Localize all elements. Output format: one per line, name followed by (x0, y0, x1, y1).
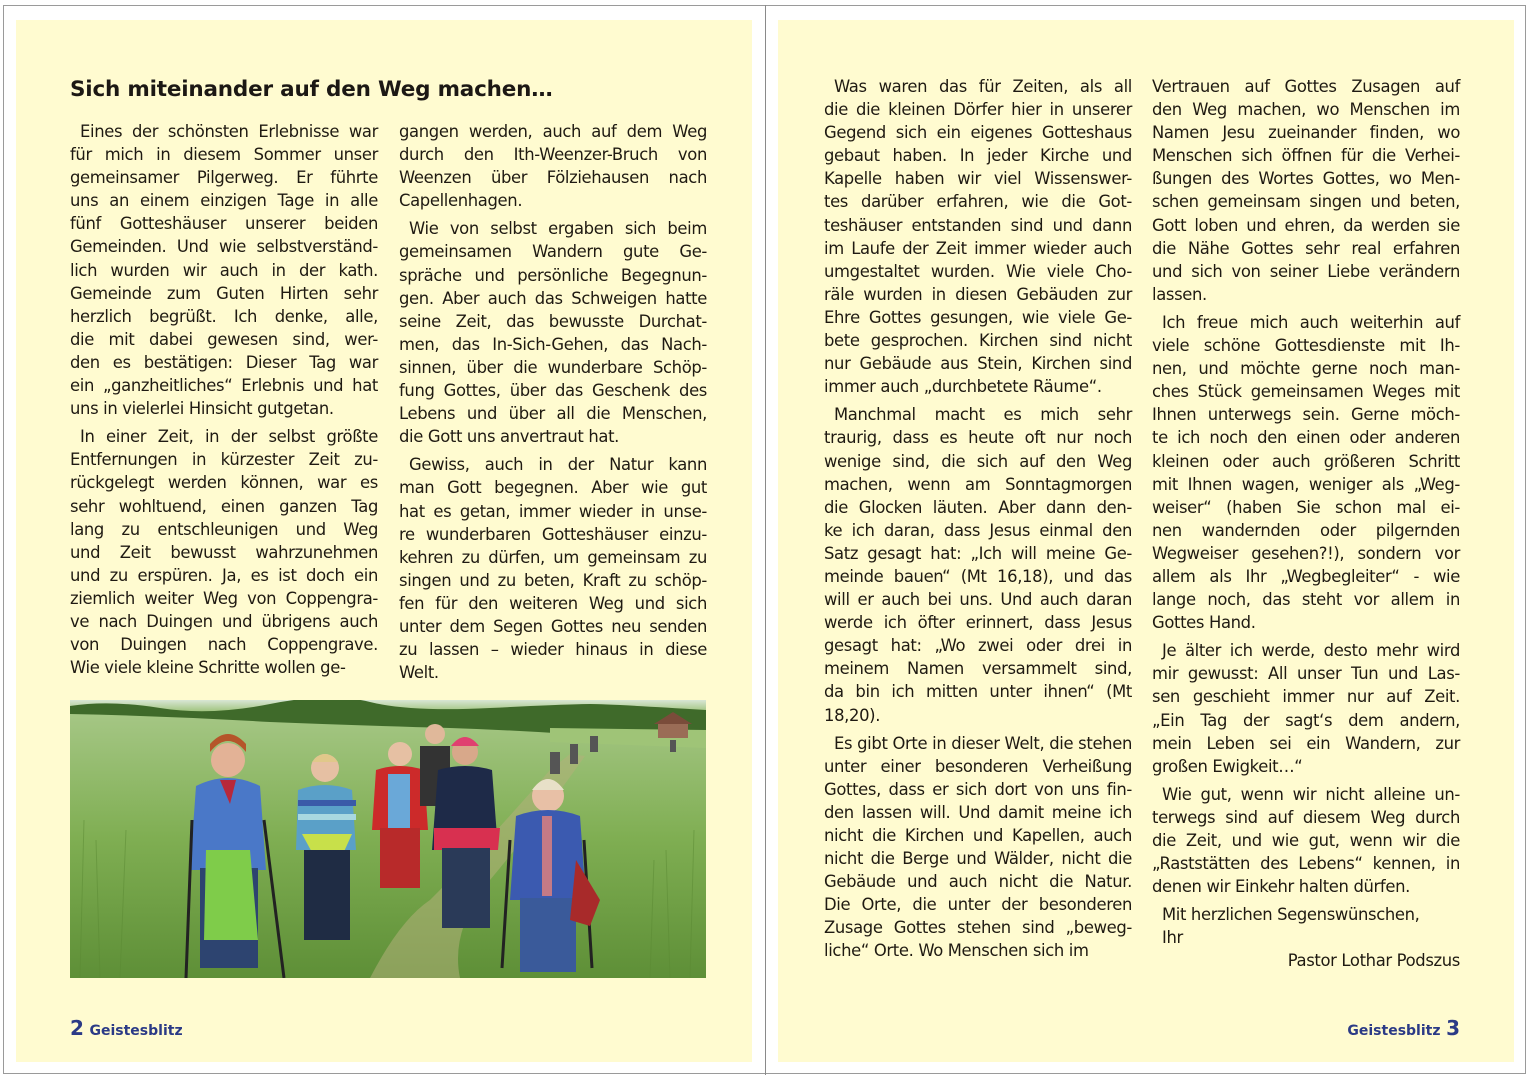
text-line: die Zeit, und wie gut, wenn wir die (1152, 831, 1460, 850)
text-line: meinem Namen versammelt sind, (824, 659, 1132, 679)
text-line: die die kleinen Dörfer hier in unserer (824, 100, 1132, 120)
text-line: gebaut haben. In jeder Kirche und (824, 146, 1132, 166)
text-line: gesagt hat: „Wo zwei oder drei in (824, 636, 1132, 656)
text-line: Gottes Hand. (1152, 613, 1256, 633)
text-line: fung Gottes, über das Geschenk des (399, 381, 707, 401)
text-line: großen Ewigkeit…“ (1152, 756, 1303, 776)
text-line: zu lassen – wieder hinaus in diese (399, 640, 707, 660)
text-column-1 (70, 120, 378, 679)
text-line: ke ich daran, dass Jesus einmal den (824, 520, 1132, 540)
text-line: im Laufe der Zeit immer wieder auch (824, 238, 1132, 258)
text-line: 18,20). (824, 705, 881, 725)
text-line: Wie von selbst ergaben sich beim (409, 219, 707, 239)
text-line: terwegs sind auf diesem Weg durch (1152, 807, 1460, 827)
text-line: re wunderbaren Gotteshäuser einzu- (399, 524, 707, 544)
author-signature: Pastor Lothar Podszus (1287, 951, 1460, 971)
text-line: machen, wenn am Sonntagmorgen (824, 474, 1132, 494)
text-line: uns an einem einzigen Tage in alle (70, 191, 378, 211)
text-line: nen, und möchte gerne noch man- (1152, 359, 1460, 379)
closing-salutation: Ihr (1162, 928, 1183, 948)
text-line: hat es getan, immer wieder in unse- (399, 501, 707, 521)
text-line: lich wurden wir auch in der kath. (70, 260, 378, 280)
text-line: gen. Aber auch das Schweigen hatte (399, 288, 707, 308)
text-column-2 (399, 120, 707, 684)
paragraph (399, 217, 707, 448)
text-line: nur Gebäude aus Stein, Kirchen sind (824, 354, 1132, 374)
text-line: herzlich begrüßt. Ich denke, alle, (70, 306, 378, 326)
page-footer-right (1347, 1016, 1460, 1040)
text-line: Wegweiser gesehen?!), sondern vor (1152, 543, 1460, 563)
text-line: die Nähe Gottes sehr real erfahren (1152, 238, 1460, 258)
article-title: Sich miteinander auf den Weg machen… (70, 77, 553, 102)
publication-name: Geistesblitz (1347, 1023, 1441, 1039)
text-line: tes darüber erfahren, wie die Got- (824, 192, 1132, 212)
paragraph (824, 403, 1132, 726)
text-line: „Raststätten des Lebens“ kennen, in (1152, 854, 1460, 874)
text-line: Wie gut, wenn wir nicht alleine un- (1162, 784, 1460, 804)
text-line: unter dem Segen Gottes neu senden (399, 616, 707, 636)
publication-name: Geistesblitz (89, 1023, 183, 1039)
text-line: Entfernungen in kürzester Zeit zu- (70, 450, 378, 470)
paragraph (1152, 75, 1460, 306)
text-line: Kapelle haben wir viel Wissenswer- (824, 169, 1132, 189)
paragraph (1152, 311, 1460, 634)
text-line: rückgelegt werden können, war es (70, 473, 378, 493)
text-column-3 (824, 75, 1132, 963)
text-line: kleinen oder auch größeren Schritt (1152, 451, 1460, 471)
text-line: immer auch „durchbetete Räume“. (824, 377, 1102, 397)
text-line: gemeinsamer Pilgerweg. Er führte (70, 168, 378, 188)
paragraph (1152, 639, 1460, 778)
text-line: sinnen, über die wunderbare Schöp- (399, 357, 707, 377)
page-divider (765, 5, 766, 1075)
text-line: singen und zu beten, Kraft zu schöp- (399, 570, 707, 590)
text-line: bete gesprochen. Kirchen sind nicht (824, 331, 1132, 351)
text-line: Lebens und über all die Menschen, (399, 404, 707, 424)
text-line: Gewiss, auch in der Natur kann (409, 455, 707, 475)
text-line: und sich von seiner Liebe verändern (1152, 261, 1460, 281)
text-line: für mich in diesem Sommer unser (70, 145, 378, 165)
text-line: nicht die Kirchen und Kapellen, auch (824, 826, 1132, 845)
text-line: Ehre Gottes gesungen, wie viele Ge- (824, 307, 1132, 327)
text-line: man Gott begegnen. Aber wie gut (399, 478, 707, 498)
text-line: räle wurden in diesen Gebäuden zur (824, 284, 1132, 304)
text-line: Gemeinde zum Guten Hirten sehr (70, 283, 378, 303)
text-line: te ich noch den einen oder anderen (1152, 428, 1460, 448)
text-line: Satz gesagt hat: „Ich will meine Ge- (824, 543, 1132, 563)
paragraph (399, 120, 707, 212)
text-line: Es gibt Orte in dieser Welt, die stehen (834, 733, 1132, 753)
text-line: und zu erspüren. Ja, es ist doch ein (70, 565, 378, 585)
text-line: mein Leben sei ein Wandern, zur (1152, 733, 1460, 753)
text-line: kehren zu dürfen, um gemeinsam zu (399, 547, 707, 567)
text-line: Was waren das für Zeiten, als all (834, 77, 1132, 96)
text-line: die Glocken läuten. Aber dann den- (824, 497, 1132, 517)
text-line: Die Orte, die unter der besonderen (824, 895, 1132, 915)
text-line: Ich freue mich auch weiterhin auf (1162, 312, 1460, 332)
text-line: Namen Jesu zueinander finden, wo (1152, 123, 1460, 143)
paragraph (70, 425, 378, 679)
text-line: Manchmal macht es mich sehr (834, 405, 1132, 425)
text-line: Gegend sich ein eigenes Gotteshaus (824, 123, 1132, 143)
text-line: den Weg machen, wo Menschen im (1152, 100, 1460, 120)
text-line: ziemlich weiter Weg von Coppengra- (70, 588, 378, 608)
text-line: Gebäude und auch nicht die Natur. (824, 872, 1132, 892)
text-line: Je älter ich werde, desto mehr wird (1162, 641, 1460, 661)
text-line: uns in vielerlei Hinsicht gutgetan. (70, 399, 334, 419)
text-line: sehr wohltuend, einen ganzen Tag (70, 496, 378, 516)
text-line: mit Ihnen wagen, weniger als „Weg- (1152, 474, 1460, 494)
text-line: men, das In-Sich-Gehen, das Nach- (399, 334, 707, 354)
text-line: In einer Zeit, in der selbst größte (80, 427, 378, 447)
text-line: Weenzen über Fölziehausen nach (399, 168, 707, 188)
text-line: die Gott uns anvertraut hat. (399, 427, 620, 447)
text-line: lang zu entschleunigen und Weg (70, 519, 378, 539)
text-line: Zusage Gottes stehen sind „beweg- (824, 918, 1132, 938)
text-line: unter einer besonderen Verheißung (824, 756, 1132, 776)
text-line: da bin ich mitten unter ihnen“ (Mt (824, 682, 1132, 702)
page-footer-left (70, 1016, 183, 1040)
text-line: werde ich öfter erinnert, dass Jesus (824, 613, 1132, 633)
text-line: mir gewusst: All unser Tun und Las- (1152, 664, 1460, 684)
text-line: lange noch, das steht vor allem in (1152, 590, 1460, 610)
text-line: schen gemeinsam singen und beten, (1152, 192, 1460, 212)
text-line: liche“ Orte. Wo Menschen sich im (824, 941, 1089, 961)
text-line: umgestaltet wurden. Wie viele Cho- (824, 261, 1132, 281)
text-line: den lassen will. Und damit meine ich (824, 802, 1132, 822)
text-line: fen für den weiteren Weg und sich (399, 593, 707, 613)
text-line: denen wir Einkehr halten dürfen. (1152, 877, 1410, 897)
text-line: Eines der schönsten Erlebnisse war (80, 122, 378, 141)
text-line: will er auch bei uns. Und auch daran (824, 590, 1132, 610)
pilgrims-photo (70, 700, 706, 978)
text-line: von Duingen nach Coppengrave. (70, 635, 378, 655)
text-line: die mit dabei gewesen sind, wer- (70, 329, 378, 349)
text-line: und Zeit bewusst wahrzunehmen (70, 542, 378, 562)
text-line: Wie viele kleine Schritte wollen ge- (70, 658, 346, 678)
text-line: Vertrauen auf Gottes Zusagen auf (1152, 77, 1460, 96)
text-line: ve nach Duingen und übrigens auch (70, 611, 378, 631)
paragraph (70, 120, 378, 420)
page-left (16, 20, 752, 1062)
text-line: weiser“ (haben Sie schon mal ei- (1152, 497, 1460, 517)
text-line: Ihnen unterwegs sein. Gerne möch- (1152, 405, 1460, 425)
text-line: durch den Ith-Weenzer-Bruch von (399, 145, 707, 165)
text-line: traurig, dass es heute oft nur noch (824, 428, 1132, 448)
text-line: lassen. (1152, 284, 1207, 304)
text-column-4 (1152, 75, 1460, 973)
text-line: Gott loben und ehren, da werden sie (1152, 215, 1460, 235)
paragraph (1152, 783, 1460, 898)
text-line: meinde bauen“ (Mt 16,18), und das (824, 566, 1132, 586)
text-line: gemeinsamen Wandern gute Ge- (399, 242, 707, 262)
text-line: viele schöne Gottesdienste mit Ih- (1152, 336, 1460, 356)
text-line: „Ein Tag der sagt‘s dem andern, (1152, 710, 1460, 730)
text-line: Gemeinden. Und wie selbstverständ- (70, 237, 378, 257)
text-line: sen geschieht immer nur auf Zeit. (1152, 687, 1460, 707)
closing-greeting: Mit herzlichen Segenswünschen, (1162, 905, 1420, 925)
text-line: nicht die Berge und Wälder, nicht die (824, 849, 1132, 869)
text-line: Menschen sich öffnen für die Verhei- (1152, 146, 1460, 166)
text-line: Welt. (399, 663, 439, 683)
text-line: ches Stück gemeinsamen Weges mit (1152, 382, 1460, 402)
text-line: ßungen des Wortes Gottes, wo Men- (1152, 169, 1460, 189)
text-line: fünf Gotteshäuser unserer beiden (70, 214, 378, 234)
page-number: 2 (70, 1016, 84, 1040)
text-line: gangen werden, auch auf dem Weg (399, 122, 707, 141)
paragraph (824, 75, 1132, 398)
text-line: nen wandernden oder pilgernden (1152, 520, 1460, 540)
text-line: allem als Ihr „Wegbegleiter“ - wie (1152, 566, 1460, 586)
page-right (778, 20, 1514, 1062)
text-line: ein „ganzheitliches“ Erlebnis und hat (70, 376, 378, 396)
paragraph (399, 453, 707, 684)
text-line: Gottes, dass er sich dort von uns fin- (824, 779, 1132, 799)
text-line: seine Zeit, das bewusste Durchat- (399, 311, 707, 331)
text-line: spräche und persönliche Begegnun- (399, 265, 707, 285)
text-line: wenige sind, die sich auf den Weg (824, 451, 1132, 471)
paragraph (824, 732, 1132, 963)
text-line: den es bestätigen: Dieser Tag war (70, 352, 378, 372)
text-line: teshäuser entstanden sind und dann (824, 215, 1132, 235)
page-number: 3 (1446, 1016, 1460, 1040)
text-line: Capellenhagen. (399, 191, 523, 211)
